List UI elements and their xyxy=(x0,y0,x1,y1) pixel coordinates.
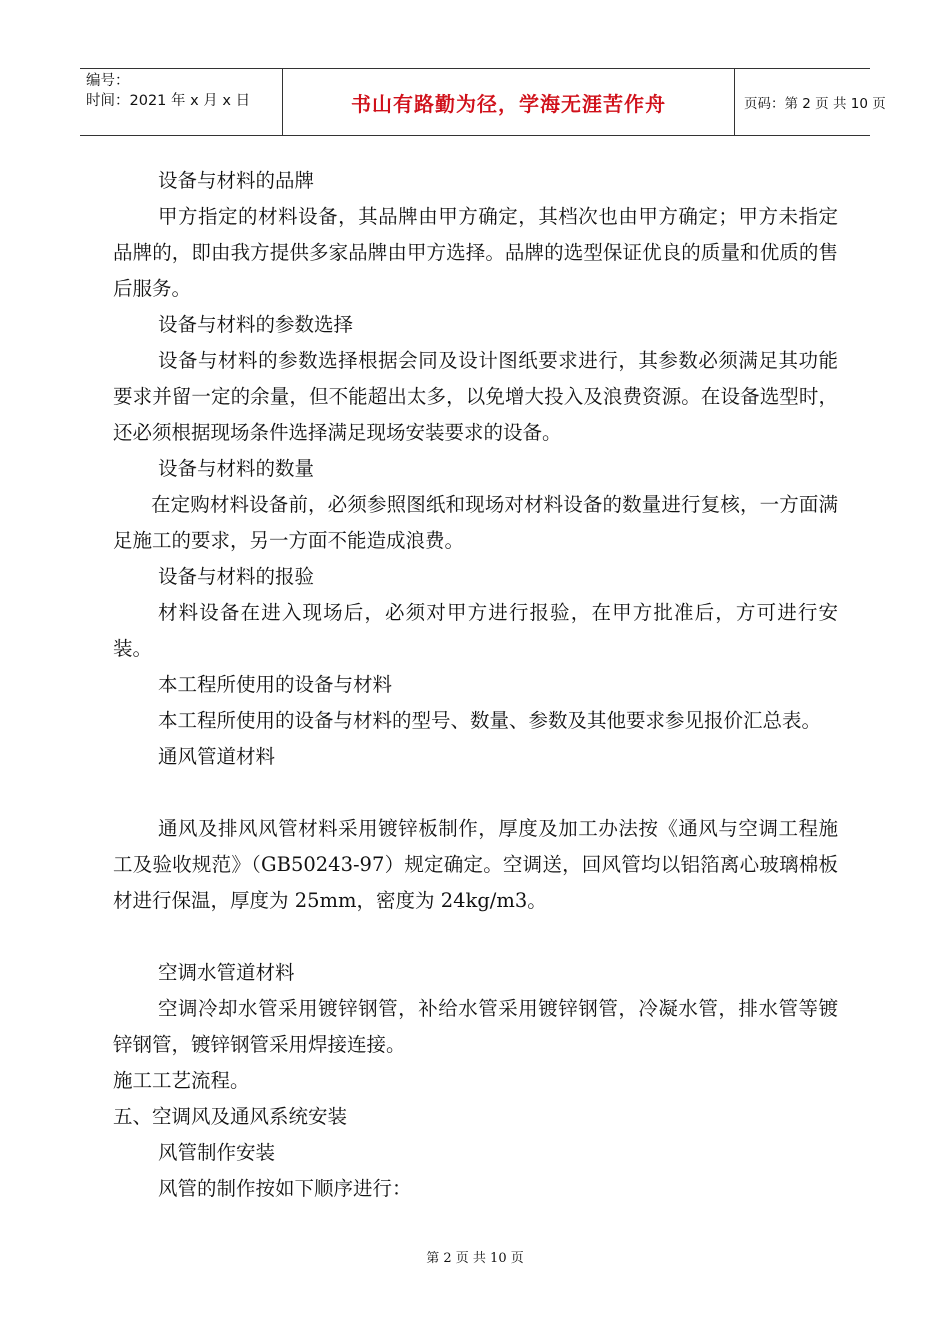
paragraph-water-pipe-materials: 空调冷却水管采用镀锌钢管，补给水管采用镀锌钢管，冷凝水管，排水管等镀锌钢管，镀锌钢管采用焊接连接。 xyxy=(113,997,838,1056)
section-heading-five: 五、空调风及通风系统安装 xyxy=(113,1105,348,1128)
heading-process-flow: 施工工艺流程。 xyxy=(113,1069,250,1092)
heading-brand: 设备与材料的品牌 xyxy=(158,169,315,192)
header-meta xyxy=(86,71,281,111)
paragraph-brand: 甲方指定的材料设备，其品牌由甲方确定，其档次也由甲方确定；甲方未指定品牌的，即由我方提供多家品牌由甲方选择。品牌的选型保证优良的质量和优质的售后服务。 xyxy=(113,205,838,300)
page-header xyxy=(80,68,886,136)
page-footer: 第 2 页 共 10 页 xyxy=(426,1251,524,1266)
document-body xyxy=(113,163,838,1207)
paragraph-quantity: 在定购材料设备前，必须参照图纸和现场对材料设备的数量进行复核，一方面满足施工的要求，另一方面不能造成浪费。 xyxy=(113,493,838,552)
heading-duct-materials: 通风管道材料 xyxy=(158,745,276,768)
heading-quantity: 设备与材料的数量 xyxy=(158,457,315,480)
paragraph-inspection: 材料设备在进入现场后，必须对甲方进行报验，在甲方批准后，方可进行安装。 xyxy=(113,601,838,660)
header-motto-cell xyxy=(282,69,735,135)
heading-duct-fabrication: 风管制作安装 xyxy=(158,1141,276,1164)
number-label: 编号： xyxy=(86,73,130,89)
spacer xyxy=(113,775,838,811)
paragraph-project-materials: 本工程所使用的设备与材料的型号、数量、参数及其他要求参见报价汇总表。 xyxy=(158,709,822,732)
motto: 书山有路勤为径，学海无涯苦作舟 xyxy=(351,91,666,116)
paragraph-parameters: 设备与材料的参数选择根据会同及设计图纸要求进行，其参数必须满足其功能要求并留一定的余量，但不能超出太多，以免增大投入及浪费资源。在设备选型时，还必须根据现场条件选择满足现场安装要求的设备。 xyxy=(113,349,838,444)
paragraph-duct-materials: 通风及排风风管材料采用镀锌板制作，厚度及加工办法按《通风与空调工程施工及验收规范》（GB50243-97）规定确定。空调送，回风管均以铝箔离心玻璃棉板材进行保温，厚度为 25mm，密度为 24kg/m3。 xyxy=(113,817,838,912)
heading-inspection: 设备与材料的报验 xyxy=(158,565,315,588)
page-info: 页码：第 2 页 共 10 页 xyxy=(744,96,886,112)
paragraph-duct-fabrication: 风管的制作按如下顺序进行： xyxy=(158,1177,412,1200)
heading-parameters: 设备与材料的参数选择 xyxy=(158,313,354,336)
time-label: 时间：2021 年 x 月 x 日 xyxy=(86,93,251,109)
heading-project-materials: 本工程所使用的设备与材料 xyxy=(158,673,393,696)
heading-water-pipe-materials: 空调水管道材料 xyxy=(158,961,295,984)
spacer xyxy=(113,919,838,955)
